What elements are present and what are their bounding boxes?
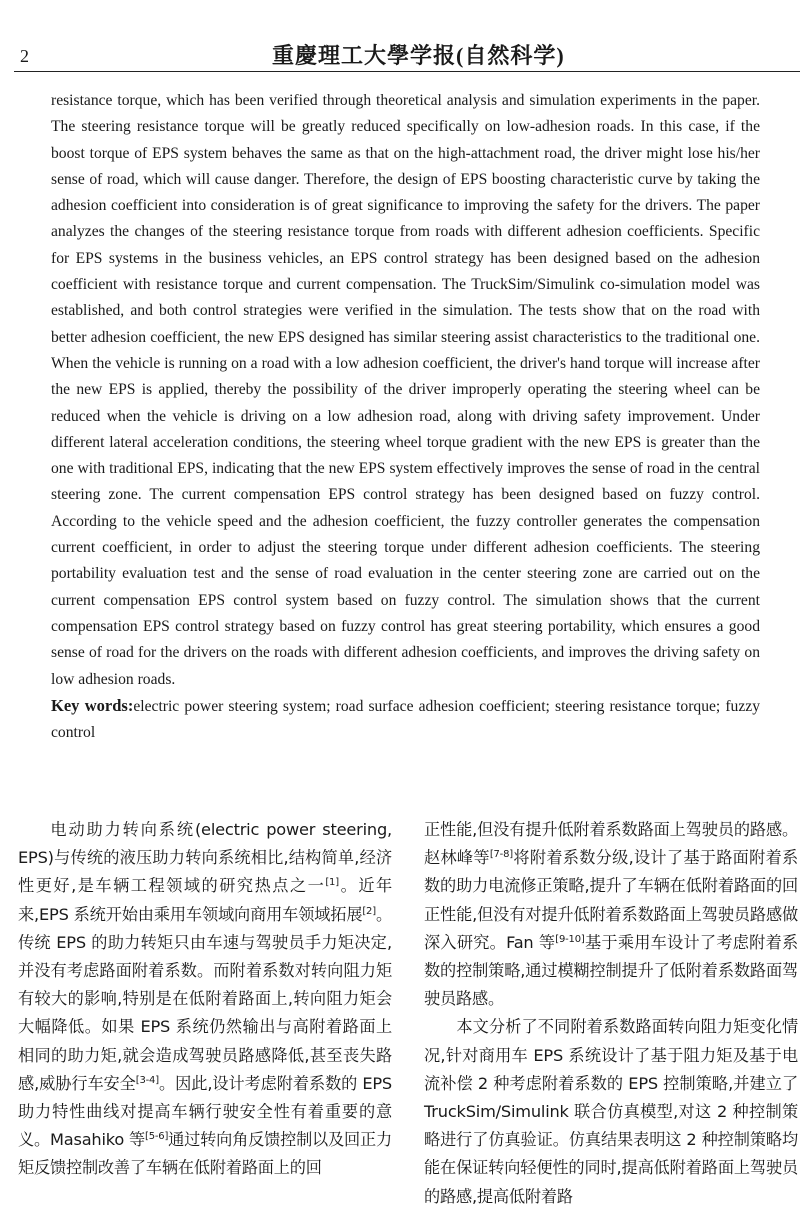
citation: [9-10] [555, 933, 585, 945]
keywords-line [51, 693, 760, 747]
page-header [0, 36, 812, 76]
text-run: 电动助力转向系统(electric power steering, EPS)与传统的液压助力转向系统相比,结构简单,经济性更好,是车辆工程领域的研究热点之一 [18, 820, 392, 896]
english-abstract [51, 88, 760, 746]
intro-paragraph-1 [18, 816, 392, 1183]
journal-title: 重慶理工大學学报(自然科学) [272, 43, 565, 68]
text-run: 基于乘用车设计了考虑附着系数的控制策略,通过模糊控制提升了低附着系数路面驾驶员路感。 [424, 932, 798, 1009]
citation: [2] [362, 905, 376, 917]
intro-paragraph-2: 本文分析了不同附着系数路面转向阻力矩变化情况,针对商用车 EPS 系统设计了基于阻力矩及基于电流补偿 2 种考虑附着系数的 EPS 控制策略,并建立了 TruckSim/Simulink 联合仿真模型,对这 2 种控制策略进行了仿真验证。仿真结果表明这 2 种控制策略均能在保证转向轻便性的同时,提高低附着路面上驾驶员的路感,提高低附着路 [424, 1017, 798, 1206]
header-rule [14, 71, 800, 72]
citation: [1] [325, 877, 339, 889]
keywords-label: Key words: [51, 695, 134, 715]
right-column [424, 816, 798, 1211]
text-run: 。因此,设计考虑附着系数的 EPS 助力特性曲线对提高车辆行驶安全性有着重要的意义。Masahiko 等 [18, 1073, 393, 1150]
text-run: 将附着系数分级,设计了基于路面附着系数的助力电流修正策略,提升了车辆在低附着路面的回正性能,但没有对提升低附着系数路面上驾驶员路感做深入研究。Fan 等 [424, 848, 799, 952]
text-run: 正性能,但没有提升低附着系数路面上驾驶员的路感。赵林峰等 [424, 820, 798, 868]
text-run: 通过转向角反馈控制以及回正力矩反馈控制改善了车辆在低附着路面上的回 [18, 1130, 392, 1178]
text-run: 。传统 EPS 的助力转矩只由车速与驾驶员手力矩决定,并没有考虑路面附着系数。而附着系数对转向阻力矩有较大的影响,特别是在低附着路面上,转向阻力矩会大幅降低。如果 EPS 系统仍然输出与高附着路面上相同的助力矩,就会造成驾驶员路感降低,甚至丧失路感,威胁行车安全 [18, 904, 392, 1093]
citation: [5-6] [145, 1131, 169, 1143]
keywords-text: electric power steering system; road surface adhesion coefficient; steering resistance torque; fuzzy control [51, 697, 760, 742]
text-run: 。近年来,EPS 系统开始由乘用车领域向商用车领域拓展 [18, 876, 393, 924]
page-number: 2 [20, 46, 29, 66]
citation: [7-8] [489, 849, 513, 861]
intro-paragraph-1-cont [424, 816, 798, 1013]
citation: [3-4] [135, 1074, 159, 1086]
left-column [18, 816, 392, 1183]
abstract-body: resistance torque, which has been verified through theoretical analysis and simulation experiments in the paper. The steering resistance torque will be greatly reduced specifically on low-adhesion roads. In this case, if the boost torque of EPS system behaves the same as that on the high-attachment road, the driver might lose his/her sense of road, which will cause danger. Therefore, the design of EPS boosting characteristic curve by taking the adhesion coefficient into consideration is of great significance to improving the safety for the drivers. The paper analyzes the changes of the steering resistance torque from roads with different adhesion coefficients. Specific for EPS systems in the business vehicles, an EPS control strategy has been designed based on the adhesion coefficient with resistance torque and current compensation. The TruckSim/Simulink co-simulation model was established, and both control strategies were verified in the simulation. The tests show that on the road with better adhesion coefficient, the new EPS designed has similar steering assist characteristics to the traditional one. When the vehicle is running on a road with a low adhesion coefficient, the driver's hand torque will increase after the new EPS is applied, thereby the possibility of the driver improperly operating the steering wheel can be reduced when the vehicle is driving on a low adhesion road, along with driving safety improvement. Under different lateral acceleration conditions, the steering wheel torque gradient with the new EPS is greater than the one with traditional EPS, indicating that the new EPS system effectively improves the sense of road in the central steering zone. The current compensation EPS control strategy has been designed based on fuzzy control. According to the vehicle speed and the adhesion coefficient, the fuzzy controller generates the compensation current coefficient, in order to adjust the steering torque under different adhesion coefficients. The steering portability evaluation test and the sense of road evaluation in the center steering zone are carried out on the current compensation EPS control system based on fuzzy control. The simulation shows that the current compensation EPS control strategy based on fuzzy control has great steering portability, which ensures a good sense of road for the drivers on the roads with different adhesion coefficients, and improves the driving safety on low adhesion roads. [51, 92, 760, 688]
